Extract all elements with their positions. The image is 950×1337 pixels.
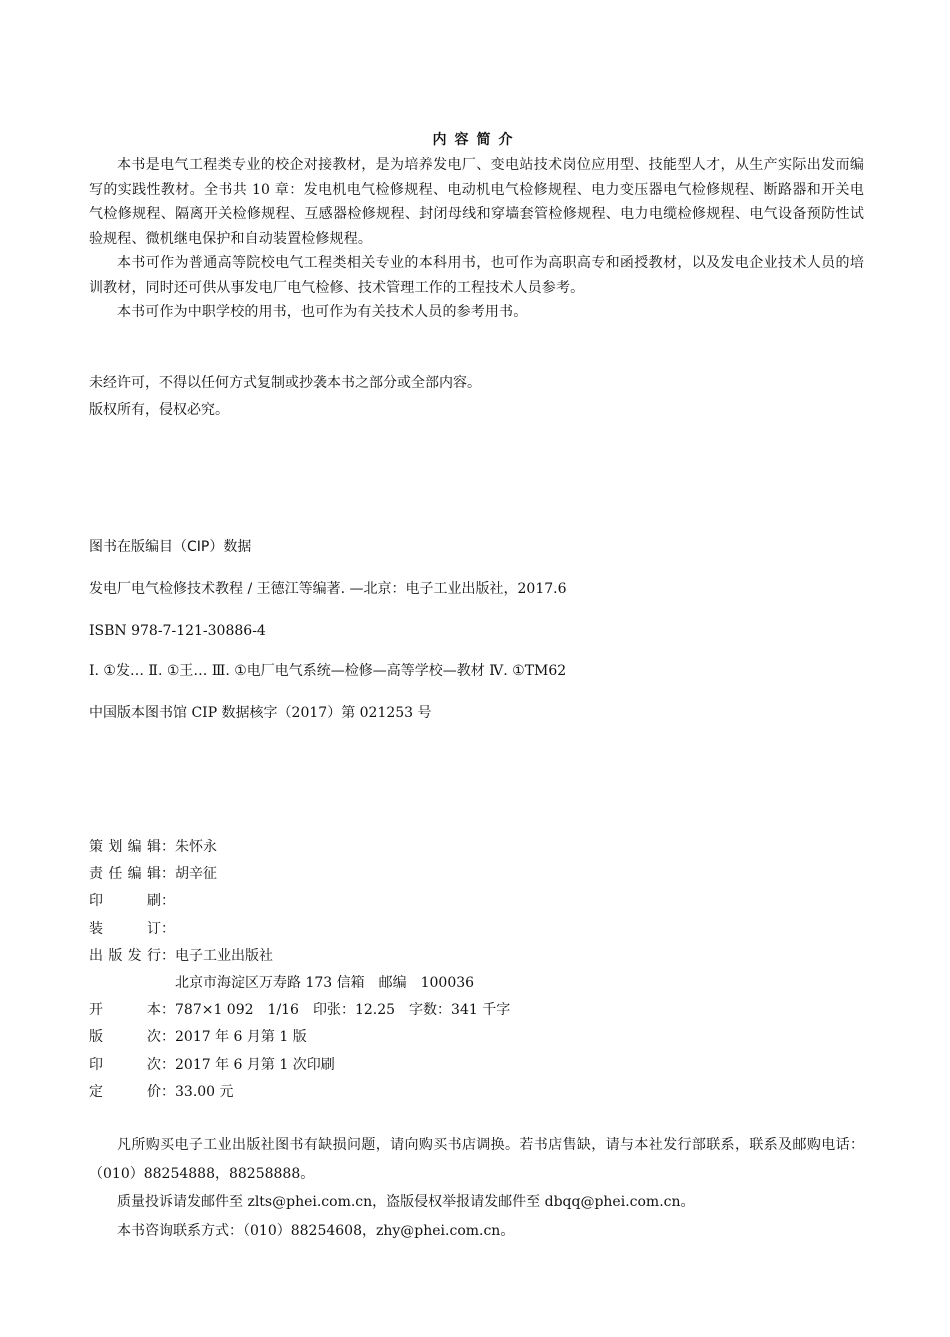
imprint-colon: ： [161, 1002, 175, 1019]
imprint-value: 33.00 元 [175, 1083, 234, 1100]
imprint-label-char: 印 [89, 1056, 103, 1073]
imprint-label-char: 版 [108, 947, 123, 964]
imprint-value: 北京市海淀区万寿路 173 信箱 邮编 100036 [175, 975, 475, 992]
imprint-row [89, 943, 864, 970]
cip-catalog-number: 中国版本图书馆 CIP 数据核字（2017）第 021253 号 [89, 705, 432, 721]
imprint-label-char: 次 [147, 1056, 161, 1073]
imprint-colon: ： [161, 920, 175, 937]
copyright-notice [89, 370, 864, 424]
imprint-label-char: 任 [108, 866, 123, 883]
cip-isbn: ISBN 978-7-121-30886-4 [89, 623, 266, 639]
imprint-label-char: 定 [89, 1083, 103, 1100]
imprint-row [89, 1079, 864, 1106]
imprint-label-char: 开 [89, 1002, 103, 1019]
contact-paragraph: 本书咨询联系方式：（010）88254608，zhy@phei.com.cn。 [117, 1222, 515, 1239]
imprint-label-char: 行 [146, 947, 161, 964]
imprint-label [89, 834, 161, 861]
imprint-label-char: 辑 [146, 866, 161, 883]
imprint-colon: ： [161, 866, 175, 883]
imprint-label-char: 刷 [147, 893, 161, 910]
imprint-row [89, 888, 864, 915]
imprint-colon: ： [161, 1056, 175, 1073]
imprint-label-char: 策 [89, 839, 103, 855]
imprint-label-char: 划 [108, 839, 123, 855]
imprint-row [89, 970, 864, 997]
imprint-row [89, 1024, 864, 1051]
cip-classification: Ⅰ. ①发… Ⅱ. ①王… Ⅲ. ①电厂电气系统—检修—高等学校—教材 Ⅳ. ①TM62 [89, 663, 567, 679]
imprint-value: 2017 年 6 月第 1 版 [175, 1029, 307, 1046]
imprint-label-char: 装 [89, 920, 103, 937]
contact-info [89, 1131, 864, 1245]
imprint-colon: ： [161, 1083, 175, 1100]
imprint-row [89, 916, 864, 943]
imprint-label-char: 印 [89, 893, 103, 910]
imprint-label [89, 1024, 161, 1051]
contact-paragraph: 凡所购买电子工业出版社图书有缺损问题，请向购买书店调换。若书店售缺，请与本社发行部联系，联系及邮购电话：（010）88254888，88258888。 [89, 1137, 864, 1182]
imprint-label [89, 888, 161, 915]
imprint-label-char: 订 [147, 920, 161, 937]
imprint-label-char: 辑 [146, 839, 161, 855]
summary-title: 内容简介 [432, 132, 521, 148]
summary-body [89, 153, 864, 325]
contact-paragraph: 质量投诉请发邮件至 zlts@phei.com.cn，盗版侵权举报请发邮件至 dbqq@phei.com.cn。 [117, 1194, 695, 1210]
summary-paragraph: 本书可作为普通高等院校电气工程类相关专业的本科用书，也可作为高职高专和函授教材，以及发电企业技术人员的培训教材，同时还可供从事发电厂电气检修、技术管理工作的工程技术人员参考。 [89, 255, 864, 296]
rights-reserved-notice: 版权所有，侵权必究。 [89, 402, 229, 418]
imprint-value: 电子工业出版社 [175, 947, 273, 964]
imprint-colon: ： [161, 947, 175, 964]
imprint-label-char: 本 [147, 1002, 161, 1019]
imprint-label-char: 发 [127, 947, 142, 964]
imprint-label-char: 次 [147, 1029, 161, 1046]
cip-heading: 图书在版编目（CIP）数据 [89, 539, 252, 555]
imprint-value: 胡辛征 [175, 866, 217, 883]
imprint-label [89, 970, 161, 997]
imprint-value: 2017 年 6 月第 1 次印刷 [175, 1056, 335, 1073]
imprint-colon: ： [161, 1029, 175, 1046]
imprint-label [89, 1052, 161, 1079]
imprint-label [89, 943, 161, 970]
imprint-label-char: 出 [89, 947, 103, 964]
imprint-label [89, 1079, 161, 1106]
imprint-row [89, 1052, 864, 1079]
imprint-label-char: 编 [127, 839, 142, 855]
imprint-colon [161, 970, 175, 997]
imprint-label [89, 997, 161, 1024]
imprint-row [89, 834, 864, 861]
imprint-label-char: 版 [89, 1029, 103, 1046]
imprint-label-char: 编 [127, 866, 142, 883]
imprint-row [89, 861, 864, 888]
imprint-value: 朱怀永 [175, 839, 217, 855]
imprint-colon: ： [161, 839, 175, 855]
imprint-label-char: 责 [89, 866, 103, 883]
imprint-value: 787×1 092 1/16 印张：12.25 字数：341 千字 [175, 1002, 511, 1019]
imprint-row [89, 997, 864, 1024]
imprint-colon: ： [161, 893, 175, 910]
imprint-table [89, 834, 864, 1106]
summary-paragraph: 本书可作为中职学校的用书，也可作为有关技术人员的参考用书。 [117, 304, 528, 320]
imprint-label [89, 861, 161, 888]
summary-paragraph: 本书是电气工程类专业的校企对接教材，是为培养发电厂、变电站技术岗位应用型、技能型人才，从生产实际出发而编写的实践性教材。全书共 10 章：发电机电气检修规程、电动机电气检修规程、电力变压器电气检修规程、断路器和开关电气检修规程、隔离开关检修规程、互感器检修规程、封闭母线和穿墙套管检修规程、电力电缆检修规程、电气设备预防性试验规程、微机继电保护和自动装置检修规程。 [89, 157, 864, 247]
cip-record: 发电厂电气检修技术教程 / 王德江等编著. —北京：电子工业出版社，2017.6 [89, 581, 567, 597]
reproduction-notice: 未经许可，不得以任何方式复制或抄袭本书之部分或全部内容。 [89, 375, 481, 391]
imprint-label [89, 916, 161, 943]
imprint-label-char: 价 [147, 1083, 161, 1100]
